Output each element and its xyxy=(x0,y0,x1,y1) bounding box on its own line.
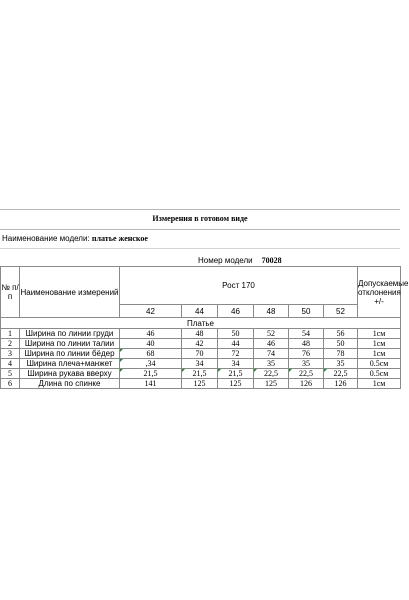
value-cell: 50 xyxy=(218,329,254,339)
tolerance-cell: 0.5см xyxy=(358,369,401,379)
value-cell: 21,5 xyxy=(120,369,182,379)
table-row xyxy=(1,329,401,339)
value-cell: 48 xyxy=(289,339,324,349)
header-height: Рост 170 xyxy=(120,267,358,305)
table-row xyxy=(1,379,401,389)
value-cell: 22,5 xyxy=(289,369,324,379)
value-cell: ,34 xyxy=(120,359,182,369)
size-cell: 44 xyxy=(182,305,218,318)
row-name: Ширина по линии груди xyxy=(20,329,120,339)
value-cell: 125 xyxy=(254,379,289,389)
tolerance-cell: 1см xyxy=(358,329,401,339)
value-cell: 72 xyxy=(218,349,254,359)
value-cell: 35 xyxy=(254,359,289,369)
model-name-line xyxy=(2,233,148,245)
row-number: 4 xyxy=(1,359,20,369)
row-number: 3 xyxy=(1,349,20,359)
row-number: 5 xyxy=(1,369,20,379)
divider-line xyxy=(0,248,400,249)
size-cell: 50 xyxy=(289,305,324,318)
value-cell: 125 xyxy=(182,379,218,389)
tolerance-cell: 1см xyxy=(358,339,401,349)
header-measurement-name: Наименование измерений xyxy=(20,267,120,318)
value-cell: 34 xyxy=(182,359,218,369)
header-tolerance: Допускаемые отклонения +/- xyxy=(358,267,401,318)
value-cell: 34 xyxy=(218,359,254,369)
value-cell: 125 xyxy=(218,379,254,389)
tolerance-cell: 1см xyxy=(358,349,401,359)
value-cell: 44 xyxy=(218,339,254,349)
size-cell: 42 xyxy=(120,305,182,318)
row-number: 6 xyxy=(1,379,20,389)
value-cell: 35 xyxy=(289,359,324,369)
value-cell: 76 xyxy=(289,349,324,359)
tolerance-cell: 0.5см xyxy=(358,359,401,369)
table-row xyxy=(1,339,401,349)
value-cell: 42 xyxy=(182,339,218,349)
value-cell: 54 xyxy=(289,329,324,339)
model-name-label: Наименование модели: xyxy=(2,234,90,243)
table-row xyxy=(1,369,401,379)
size-cell: 52 xyxy=(324,305,358,318)
value-cell: 48 xyxy=(182,329,218,339)
row-number: 1 xyxy=(1,329,20,339)
row-number: 2 xyxy=(1,339,20,349)
model-name-value: платье женское xyxy=(91,234,148,243)
document-title: Измерения в готовом виде xyxy=(0,209,400,230)
value-cell: 56 xyxy=(324,329,358,339)
model-number-value: 70028 xyxy=(261,256,282,265)
value-cell: 126 xyxy=(289,379,324,389)
header-number: № п/п xyxy=(1,267,20,318)
table-row xyxy=(1,359,401,369)
value-cell: 52 xyxy=(254,329,289,339)
value-cell: 68 xyxy=(120,349,182,359)
row-name: Ширина плеча+манжет xyxy=(20,359,120,369)
value-cell: 22,5 xyxy=(324,369,358,379)
measurement-sheet xyxy=(0,209,409,399)
value-cell: 21,5 xyxy=(218,369,254,379)
value-cell: 126 xyxy=(324,379,358,389)
value-cell: 21,5 xyxy=(182,369,218,379)
model-number-label: Номер модели xyxy=(198,256,253,265)
row-name: Ширина по линии бёдер xyxy=(20,349,120,359)
section-row xyxy=(1,318,401,329)
table-row xyxy=(1,349,401,359)
value-cell: 74 xyxy=(254,349,289,359)
row-name: Длина по спинке xyxy=(20,379,120,389)
tolerance-cell: 1см xyxy=(358,379,401,389)
value-cell: 46 xyxy=(120,329,182,339)
value-cell: 50 xyxy=(324,339,358,349)
value-cell: 70 xyxy=(182,349,218,359)
row-name: Ширина рукава вверху xyxy=(20,369,120,379)
value-cell: 78 xyxy=(324,349,358,359)
value-cell: 141 xyxy=(120,379,182,389)
section-label: Платье xyxy=(1,318,401,329)
value-cell: 22,5 xyxy=(254,369,289,379)
value-cell: 46 xyxy=(254,339,289,349)
value-cell: 40 xyxy=(120,339,182,349)
row-name: Ширина по линии талии xyxy=(20,339,120,349)
size-cell: 46 xyxy=(218,305,254,318)
size-cell: 48 xyxy=(254,305,289,318)
measurement-table xyxy=(0,266,409,389)
table-header-row xyxy=(1,267,401,305)
value-cell: 35 xyxy=(324,359,358,369)
